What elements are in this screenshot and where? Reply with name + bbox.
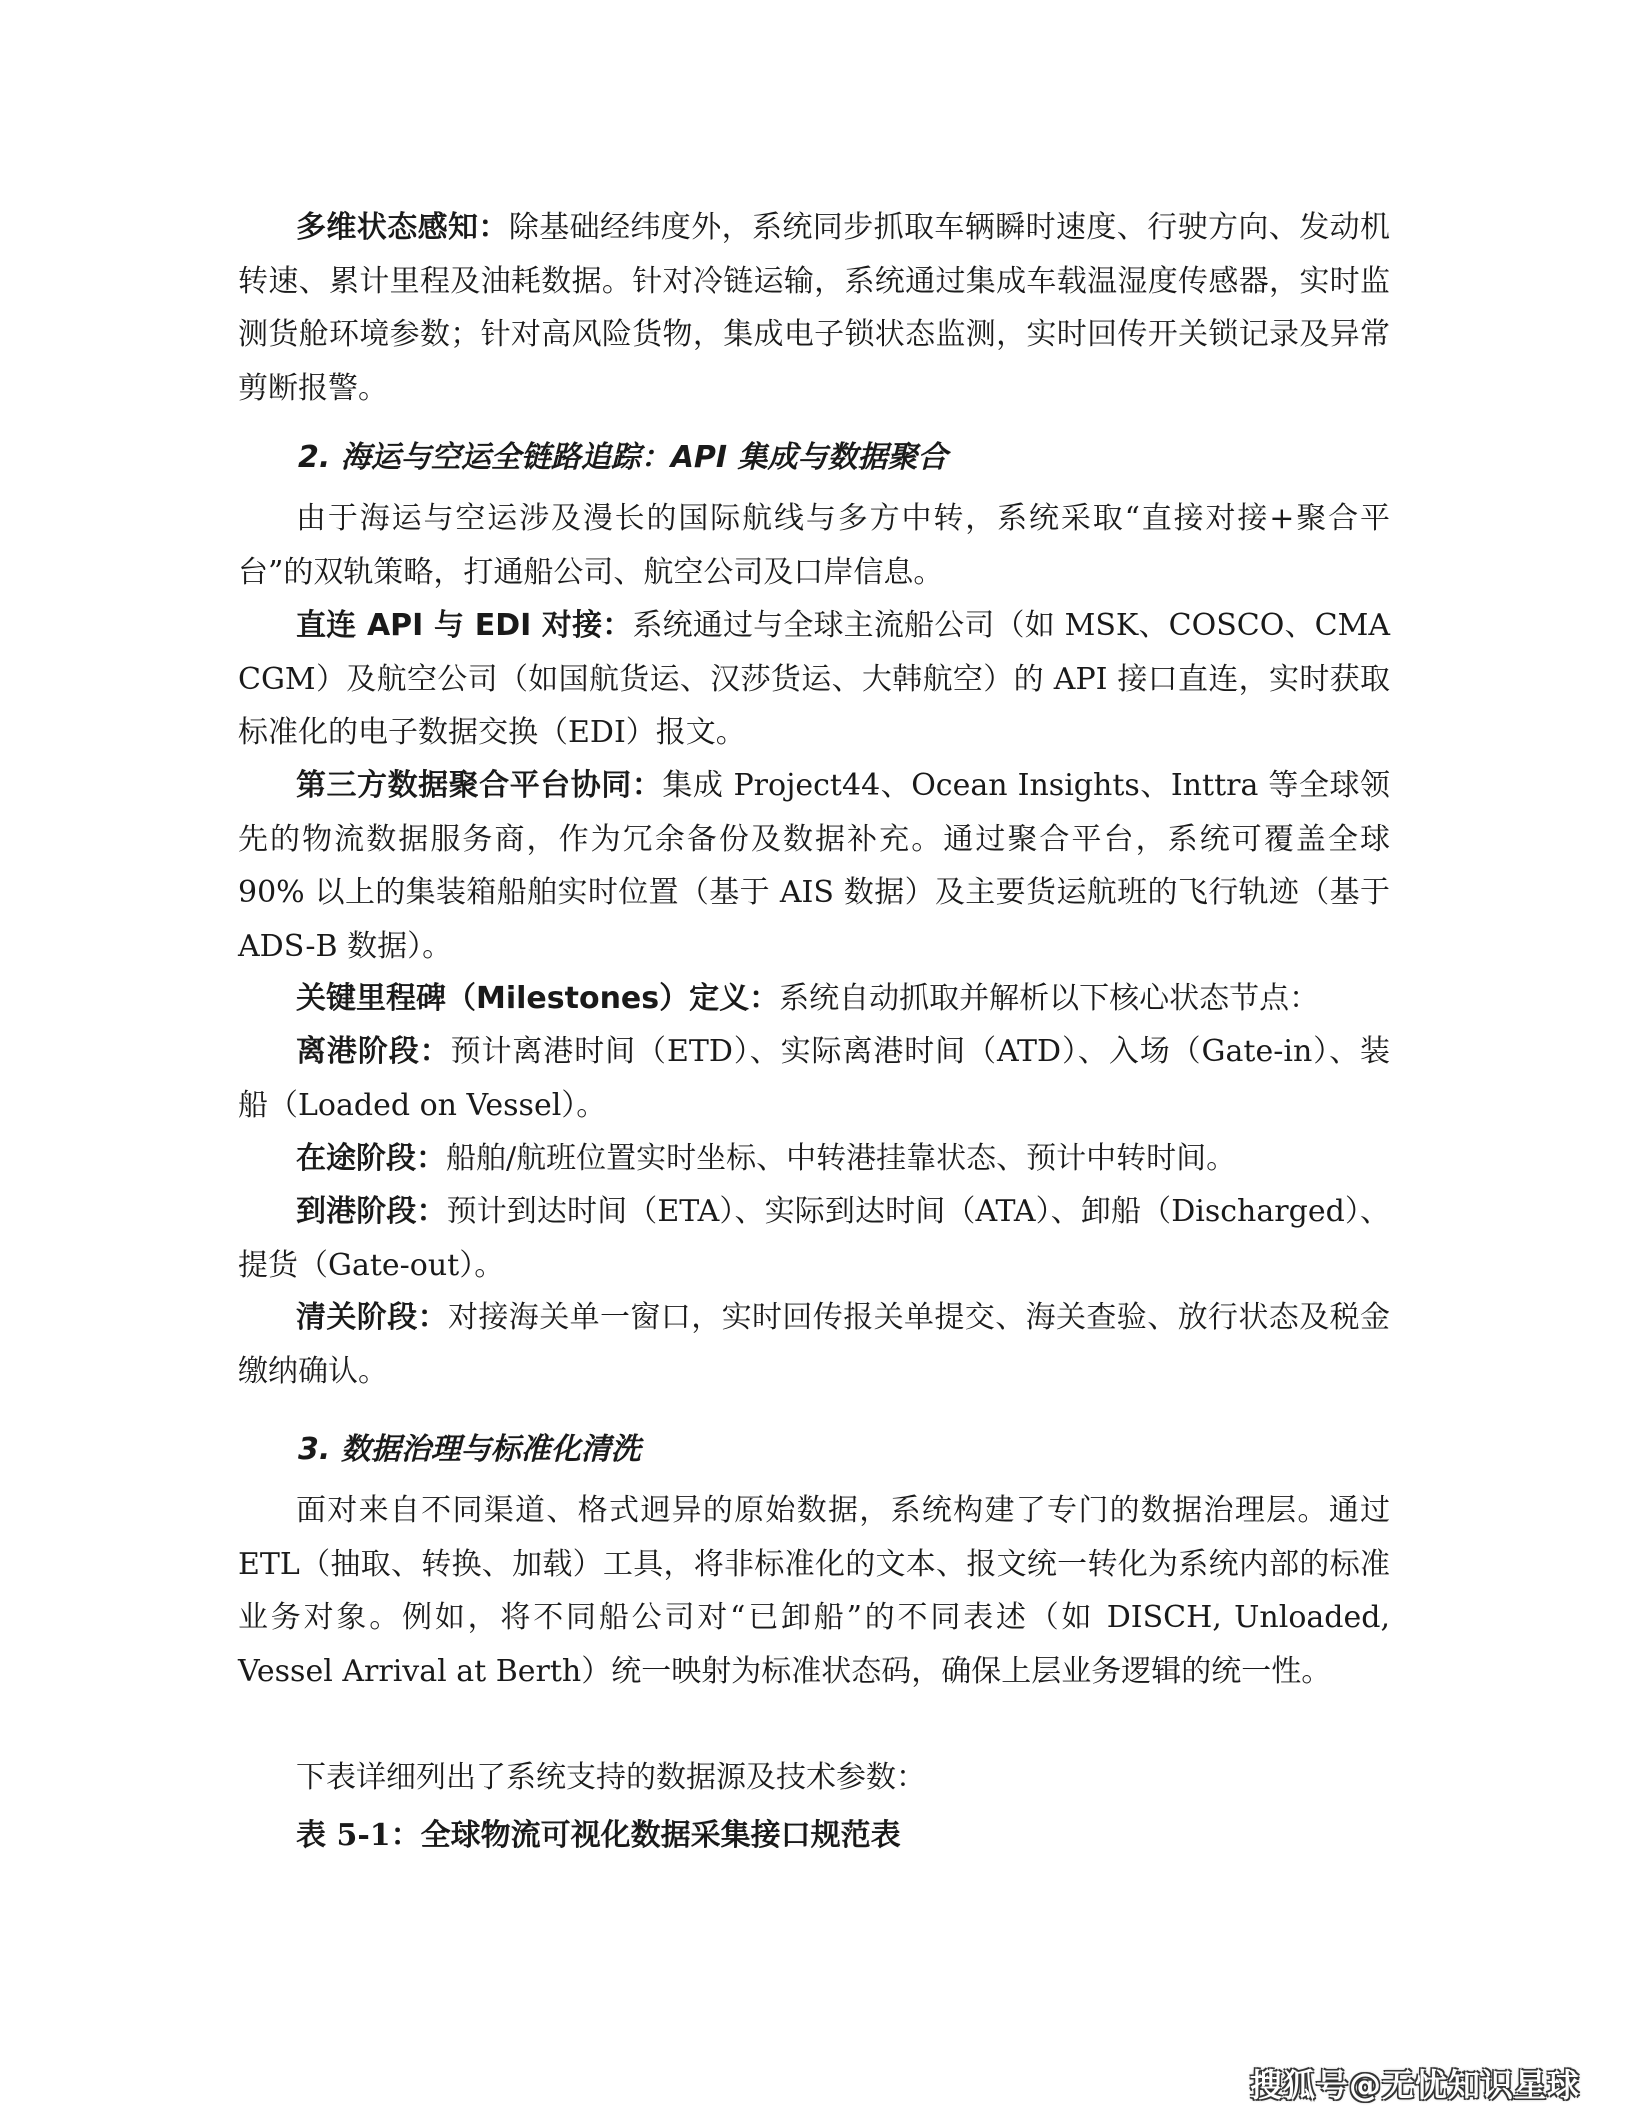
section-heading-3: 3. 数据治理与标准化清洗 — [298, 1432, 641, 1467]
paragraph-data-governance — [238, 1484, 1390, 1698]
paragraph-api-edi — [238, 599, 1390, 760]
paragraph-arrival-stage — [238, 1185, 1390, 1292]
watermark: 搜狐号@无忧知识星球 — [1249, 2066, 1580, 2104]
paragraph-text: 系统自动抓取并解析以下核心状态节点： — [779, 981, 1320, 1016]
paragraph-label: 到港阶段： — [296, 1194, 447, 1229]
paragraph-text: 船舶/航班位置实时坐标、中转港挂靠状态、预计中转时间。 — [446, 1141, 1237, 1176]
section-heading-2: 2. 海运与空运全链路追踪：API 集成与数据聚合 — [298, 440, 948, 475]
paragraph-text: 预计到达时间（ETA）、实际到达时间（ATA）、卸船（Discharged）、提货（Gate-out）。 — [238, 1194, 1391, 1283]
paragraph-label: 多维状态感知： — [296, 210, 509, 245]
table-caption: 表 5-1：全球物流可视化数据采集接口规范表 — [296, 1818, 901, 1853]
paragraph-milestones — [238, 972, 1390, 1026]
paragraph-text: 对接海关单一窗口，实时回传报关单提交、海关查验、放行状态及税金缴纳确认。 — [238, 1300, 1390, 1389]
paragraph-dual-track-strategy — [238, 492, 1390, 599]
paragraph-text: 除基础经纬度外，系统同步抓取车辆瞬时速度、行驶方向、发动机转速、累计里程及油耗数据。针对冷链运输，系统通过集成车载温湿度传感器，实时监测货舱环境参数；针对高风险货物，集成电子锁状态监测，实时回传开关锁记录及异常剪断报警。 — [238, 210, 1391, 406]
paragraph-label: 离港阶段： — [296, 1034, 451, 1069]
paragraph-text: 系统通过与全球主流船公司（如 MSK、COSCO、CMA CGM）及航空公司（如国航货运、汉莎货运、大韩航空）的 API 接口直连，实时获取标准化的电子数据交换（EDI）报文。 — [238, 608, 1390, 750]
paragraph-text: 下表详细列出了系统支持的数据源及技术参数： — [296, 1760, 926, 1795]
paragraph-text: 面对来自不同渠道、格式迥异的原始数据，系统构建了专门的数据治理层。通过 ETL（抽取、转换、加载）工具，将非标准化的文本、报文统一转化为系统内部的标准业务对象。例如，将不同船公司对“已卸船”的不同表述（如 DISCH, Unloaded, Vessel Arrival at Berth）统一映射为标准状态码，确保上层业务逻辑的统一性。 — [238, 1493, 1390, 1689]
paragraph-transit-stage — [238, 1132, 1390, 1186]
paragraph-customs-stage — [238, 1291, 1390, 1398]
paragraph-label: 直连 API 与 EDI 对接： — [296, 608, 633, 643]
paragraph-text: 由于海运与空运涉及漫长的国际航线与多方中转，系统采取“直接对接+聚合平台”的双轨策略，打通船公司、航空公司及口岸信息。 — [238, 501, 1390, 590]
paragraph-departure-stage — [238, 1025, 1390, 1132]
paragraph-text: 预计离港时间（ETD）、实际离港时间（ATD）、入场（Gate-in）、装船（Loaded on Vessel）。 — [238, 1034, 1391, 1123]
paragraph-label: 在途阶段： — [296, 1141, 446, 1176]
paragraph-table-intro — [238, 1751, 1390, 1805]
paragraph-label: 清关阶段： — [296, 1300, 448, 1335]
paragraph-text: 集成 Project44、Ocean Insights、Inttra 等全球领先的物流数据服务商，作为冗余备份及数据补充。通过聚合平台，系统可覆盖全球 90% 以上的集装箱船舶实时位置（基于 AIS 数据）及主要货运航班的飞行轨迹（基于 ADS-B 数据）。 — [238, 768, 1390, 964]
paragraph-label: 关键里程碑（Milestones）定义： — [296, 981, 780, 1016]
paragraph-multidimensional-status — [238, 201, 1390, 415]
paragraph-third-party-aggregation — [238, 759, 1390, 973]
paragraph-label: 第三方数据聚合平台协同： — [296, 768, 663, 803]
